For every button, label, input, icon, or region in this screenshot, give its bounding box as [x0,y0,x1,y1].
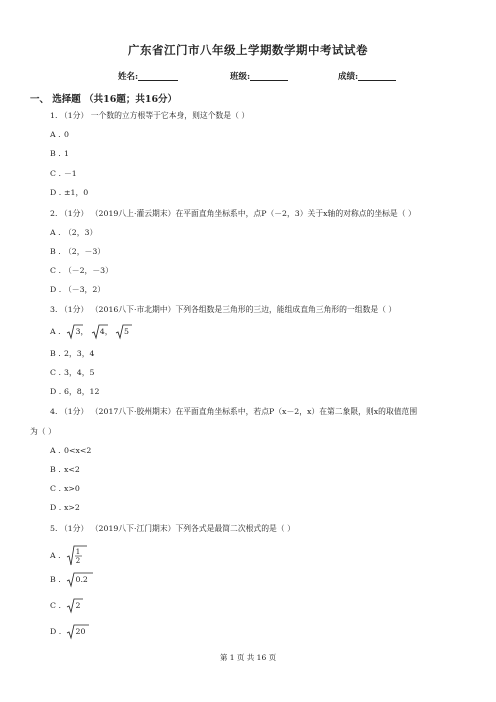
option-text: x>2 [64,503,80,512]
option-label: D . [50,285,62,294]
section-heading: 一、 选择题 （共16题；共16分） [30,94,178,105]
option-label: D . [50,503,62,512]
option-label: C . [50,266,61,275]
question-4-stem-continued: 为（ ） [30,427,56,436]
question-2-option-c [50,265,113,276]
svg-text:1: 1 [76,548,81,556]
option-label: B . [50,465,61,474]
option-label: D . [50,387,62,396]
option-label: B . [50,349,61,358]
separator: ， [80,327,89,336]
name-blank [138,71,178,81]
question-5-option-a [50,545,88,567]
question-1-stem: 1. （1分） 一个数的立方根等于它本身，则这个数是（ ） [50,111,250,120]
option-text: 3，4，5 [64,368,95,377]
option-text: x>0 [64,484,80,493]
option-text: 1 [64,149,69,158]
option-text: x<2 [64,465,80,474]
option-label: B . [50,149,61,158]
question-5-stem: 5. （1分） （2019八下·江门期末）下列各式是最简二次根式的是（ ） [50,524,295,533]
question-4-stem: 4. （1分） （2017八下·胶州期末）在平面直角坐标系中，若点P（x－2，x）在第二象限，则x的取值范围 [50,407,418,416]
question-3-option-d [50,386,99,397]
option-text: 6，8，12 [64,387,100,396]
question-2-option-d [50,284,105,295]
option-text: 0 [64,130,69,139]
option-label: C . [50,484,61,493]
option-text: 0<x<2 [64,446,92,455]
name-label: 姓名: [118,72,139,82]
score-label: 成绩: [338,72,359,82]
option-label: C . [50,169,61,178]
option-text: （2，3） [64,228,98,237]
option-label: A . [50,551,61,560]
class-field [230,70,288,82]
question-4-option-c [50,484,80,493]
question-5-option-d [50,624,85,640]
question-4-option-a [50,446,91,455]
option-text: ±1，0 [64,188,89,197]
exam-title: 广东省江门市八年级上学期数学期中考试试卷 [128,43,368,57]
option-label: D . [50,188,62,197]
option-label: A . [50,228,61,237]
question-3-option-a [50,324,129,340]
name-field [118,70,178,82]
class-blank [250,71,288,81]
option-label: A . [50,130,61,139]
option-label: B . [50,247,61,256]
question-1-option-b [50,149,69,158]
sqrt-fraction-icon [66,545,88,567]
question-5-option-b [50,572,88,588]
option-text: 2，3，4 [64,349,95,358]
option-label: D . [50,627,62,636]
radicand: 0.2 [75,575,88,584]
question-3-option-b [50,348,94,359]
question-4-option-d [50,503,80,512]
question-2-option-b [50,246,105,257]
option-label: A . [50,327,61,336]
radicand: 2 [75,601,81,610]
question-1-option-a [50,130,69,139]
question-2-stem: 2. （1分） （2019八上·灌云期末）在平面直角坐标系中，点P（－2，3）关于x轴的对称点的坐标是（ ） [50,209,416,218]
question-1-option-d [50,187,88,198]
question-3-stem: 3. （1分） （2016八下·市北期中）下列各组数是三角形的三边，能组成直角三角形的一组数是（ ） [50,305,397,314]
question-3-option-c [50,367,94,378]
separator: ， [104,327,113,336]
option-text: （－2，－3） [64,266,113,275]
svg-text:2: 2 [76,557,81,565]
radicand: 20 [75,627,86,636]
radicand: 5 [123,327,129,336]
question-1-option-c [50,168,77,179]
option-text: （－3，2） [64,285,106,294]
page-footer: 第 1 页 共 16 页 [219,653,277,662]
radicand: 4 [99,327,105,336]
question-4-option-b [50,465,80,474]
class-label: 班级: [230,72,251,82]
option-text: （2，－3） [64,247,106,256]
score-blank [358,71,396,81]
option-label: A . [50,446,61,455]
option-label: C . [50,601,61,610]
question-2-option-a [50,227,97,238]
score-field [338,70,396,82]
option-label: B . [50,575,61,584]
option-label: C . [50,368,61,377]
question-5-option-c [50,598,80,614]
option-text: －1 [64,169,77,178]
radicand: 3 [75,327,81,336]
